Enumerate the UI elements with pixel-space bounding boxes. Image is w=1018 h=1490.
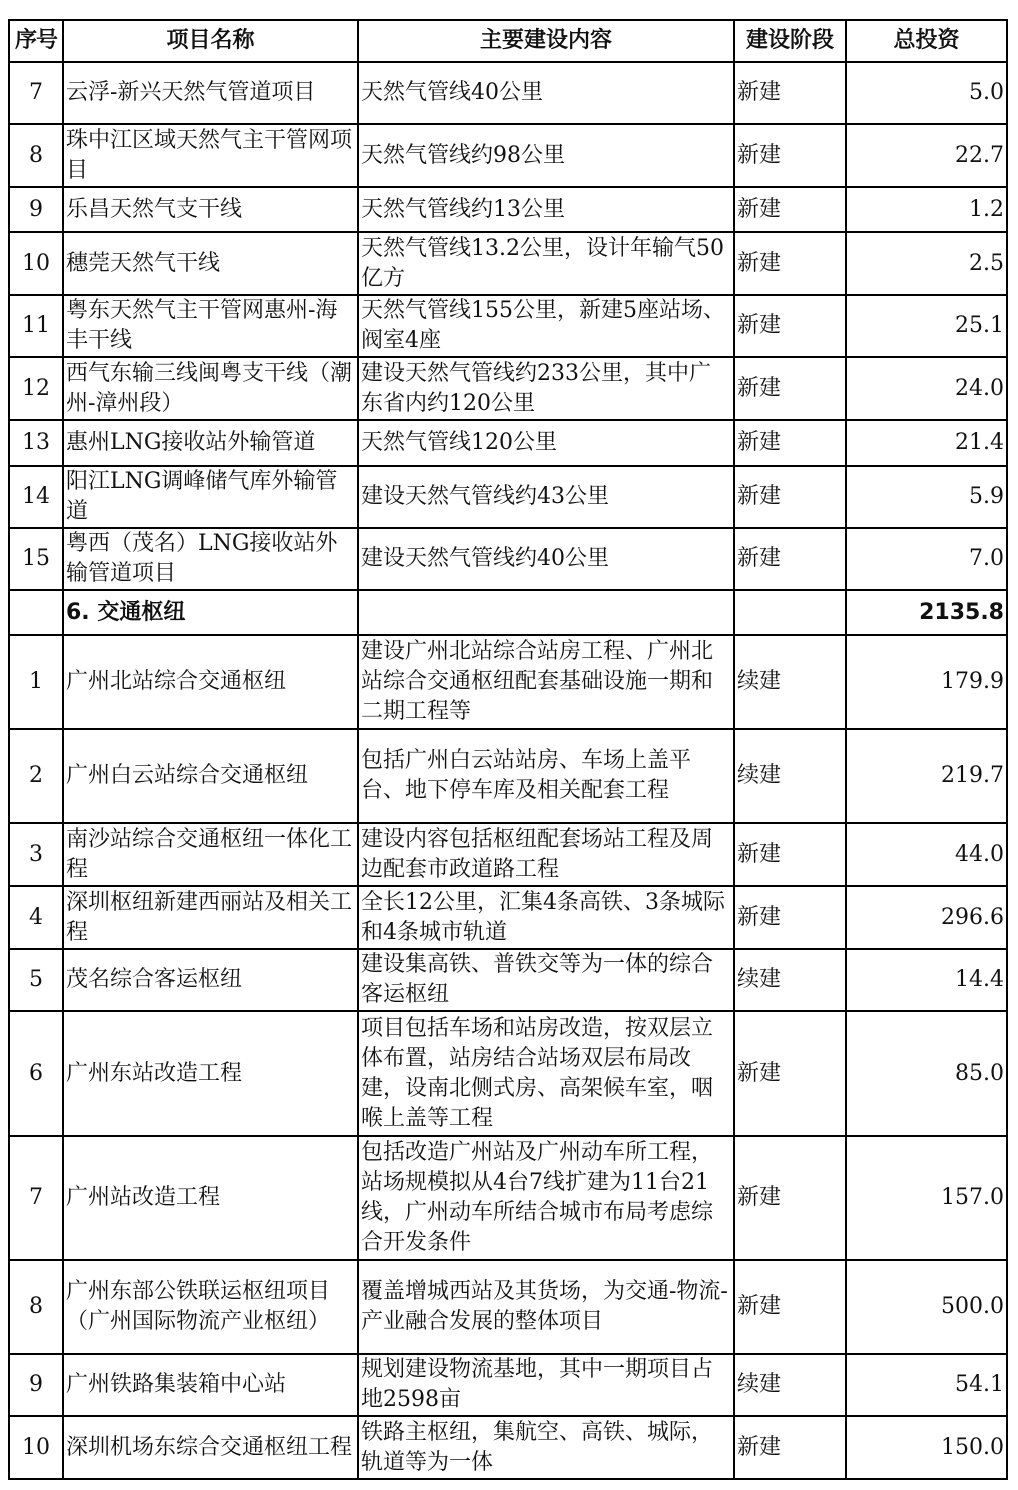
cell-stage: 续建 [734,635,846,729]
table-row [9,886,1007,949]
cell-investment: 21.4 [846,420,1007,466]
cell-seq: 13 [9,420,63,466]
header-row [9,20,1007,62]
cell-seq: 9 [9,1354,63,1416]
header-content: 主要建设内容 [358,20,734,62]
cell-investment: 1.2 [846,187,1007,232]
cell-investment: 24.0 [846,357,1007,420]
cell-seq: 9 [9,187,63,232]
cell-investment: 2.5 [846,232,1007,295]
cell-stage: 续建 [734,949,846,1011]
cell-stage: 新建 [734,232,846,295]
cell-seq: 7 [9,62,63,124]
cell-seq: 7 [9,1136,63,1260]
cell-seq: 3 [9,823,63,886]
cell-stage: 新建 [734,187,846,232]
cell-investment: 5.0 [846,62,1007,124]
table-row [9,635,1007,729]
cell-name: 云浮-新兴天然气管道项目 [63,62,358,124]
cell-seq: 8 [9,1260,63,1354]
table-row [9,62,1007,124]
cell-content: 规划建设物流基地，其中一期项目占地2598亩 [358,1354,734,1416]
cell-name: 阳江LNG调峰储气库外输管道 [63,466,358,528]
cell-name: 粤西（茂名）LNG接收站外输管道项目 [63,528,358,590]
cell-investment: 25.1 [846,295,1007,357]
table-row [9,1260,1007,1354]
cell-seq: 6 [9,1011,63,1136]
cell-content: 包括改造广州站及广州动车所工程，站场规模拟从4台7线扩建为11台21线，广州动车所结合城市布局考虑综合开发条件 [358,1136,734,1260]
table-row [9,1136,1007,1260]
table-row [9,1416,1007,1479]
table-row [9,1011,1007,1136]
table-row [9,187,1007,232]
table-row [9,949,1007,1011]
table-row [9,528,1007,590]
cell-content: 天然气管线约98公里 [358,124,734,187]
cell-stage: 续建 [734,729,846,823]
cell-content: 天然气管线120公里 [358,420,734,466]
cell-content: 建设内容包括枢纽配套场站工程及周边配套市政道路工程 [358,823,734,886]
cell-name: 深圳枢纽新建西丽站及相关工程 [63,886,358,949]
section-title: 6. 交通枢纽 [63,590,358,635]
cell-name: 广州东部公铁联运枢纽项目（广州国际物流产业枢纽） [63,1260,358,1354]
cell-stage: 新建 [734,420,846,466]
header-stage: 建设阶段 [734,20,846,62]
cell-investment: 22.7 [846,124,1007,187]
cell-stage: 新建 [734,466,846,528]
cell-name: 南沙站综合交通枢纽一体化工程 [63,823,358,886]
cell-content: 天然气管线155公里，新建5座站场、阀室4座 [358,295,734,357]
cell-content: 建设天然气管线约233公里，其中广东省内约120公里 [358,357,734,420]
cell-seq: 8 [9,124,63,187]
cell-seq: 1 [9,635,63,729]
section-investment-total: 2135.8 [846,590,1007,635]
cell-content: 全长12公里，汇集4条高铁、3条城际和4条城市轨道 [358,886,734,949]
cell-stage: 新建 [734,1260,846,1354]
cell-name: 广州北站综合交通枢纽 [63,635,358,729]
cell-seq: 2 [9,729,63,823]
table-row [9,1354,1007,1416]
cell-investment: 150.0 [846,1416,1007,1479]
cell-investment: 219.7 [846,729,1007,823]
cell-name: 惠州LNG接收站外输管道 [63,420,358,466]
header-seq: 序号 [9,20,63,62]
cell-stage: 新建 [734,357,846,420]
cell-stage: 新建 [734,886,846,949]
cell-name: 深圳机场东综合交通枢纽工程 [63,1416,358,1479]
cell-stage: 续建 [734,1354,846,1416]
cell-seq: 10 [9,1416,63,1479]
cell-content: 天然气管线约13公里 [358,187,734,232]
cell-investment: 179.9 [846,635,1007,729]
table-row [9,420,1007,466]
cell-investment: 85.0 [846,1011,1007,1136]
table-row [9,466,1007,528]
cell-content: 铁路主枢纽，集航空、高铁、城际，轨道等为一体 [358,1416,734,1479]
cell-seq: 4 [9,886,63,949]
table-row [9,124,1007,187]
cell-content: 建设天然气管线约40公里 [358,528,734,590]
header-name: 项目名称 [63,20,358,62]
cell-stage: 新建 [734,528,846,590]
cell-name: 广州白云站综合交通枢纽 [63,729,358,823]
cell-investment: 500.0 [846,1260,1007,1354]
cell-content: 天然气管线13.2公里，设计年输气50亿方 [358,232,734,295]
cell-investment: 5.9 [846,466,1007,528]
cell-seq: 5 [9,949,63,1011]
cell-content: 建设天然气管线约43公里 [358,466,734,528]
section-content [358,590,734,635]
table-row [9,823,1007,886]
cell-seq: 12 [9,357,63,420]
cell-content: 天然气管线40公里 [358,62,734,124]
table-row [9,295,1007,357]
cell-name: 乐昌天然气支干线 [63,187,358,232]
cell-name: 粤东天然气主干管网惠州-海丰干线 [63,295,358,357]
cell-content: 覆盖增城西站及其货场，为交通-物流-产业融合发展的整体项目 [358,1260,734,1354]
cell-name: 穗莞天然气干线 [63,232,358,295]
cell-content: 包括广州白云站站房、车场上盖平台、地下停车库及相关配套工程 [358,729,734,823]
project-table [8,19,1008,1480]
cell-seq: 11 [9,295,63,357]
cell-stage: 新建 [734,1136,846,1260]
table-row [9,729,1007,823]
cell-seq: 15 [9,528,63,590]
cell-investment: 296.6 [846,886,1007,949]
cell-name: 茂名综合客运枢纽 [63,949,358,1011]
cell-stage: 新建 [734,1416,846,1479]
cell-investment: 157.0 [846,1136,1007,1260]
cell-investment: 14.4 [846,949,1007,1011]
cell-name: 广州铁路集装箱中心站 [63,1354,358,1416]
cell-content: 项目包括车场和站房改造，按双层立体布置，站房结合站场双层布局改建，设南北侧式房、高架候车室，咽喉上盖等工程 [358,1011,734,1136]
section-row [9,590,1007,635]
section-seq [9,590,63,635]
cell-stage: 新建 [734,124,846,187]
cell-stage: 新建 [734,295,846,357]
header-investment: 总投资 [846,20,1007,62]
cell-stage: 新建 [734,823,846,886]
cell-seq: 10 [9,232,63,295]
cell-name: 珠中江区域天然气主干管网项目 [63,124,358,187]
cell-name: 西气东输三线闽粤支干线（潮州-漳州段） [63,357,358,420]
cell-name: 广州站改造工程 [63,1136,358,1260]
table-row [9,357,1007,420]
cell-stage: 新建 [734,62,846,124]
cell-stage: 新建 [734,1011,846,1136]
cell-content: 建设广州北站综合站房工程、广州北站综合交通枢纽配套基础设施一期和二期工程等 [358,635,734,729]
cell-seq: 14 [9,466,63,528]
cell-content: 建设集高铁、普铁交等为一体的综合客运枢纽 [358,949,734,1011]
section-stage [734,590,846,635]
cell-investment: 54.1 [846,1354,1007,1416]
cell-name: 广州东站改造工程 [63,1011,358,1136]
cell-investment: 44.0 [846,823,1007,886]
table-row [9,232,1007,295]
cell-investment: 7.0 [846,528,1007,590]
